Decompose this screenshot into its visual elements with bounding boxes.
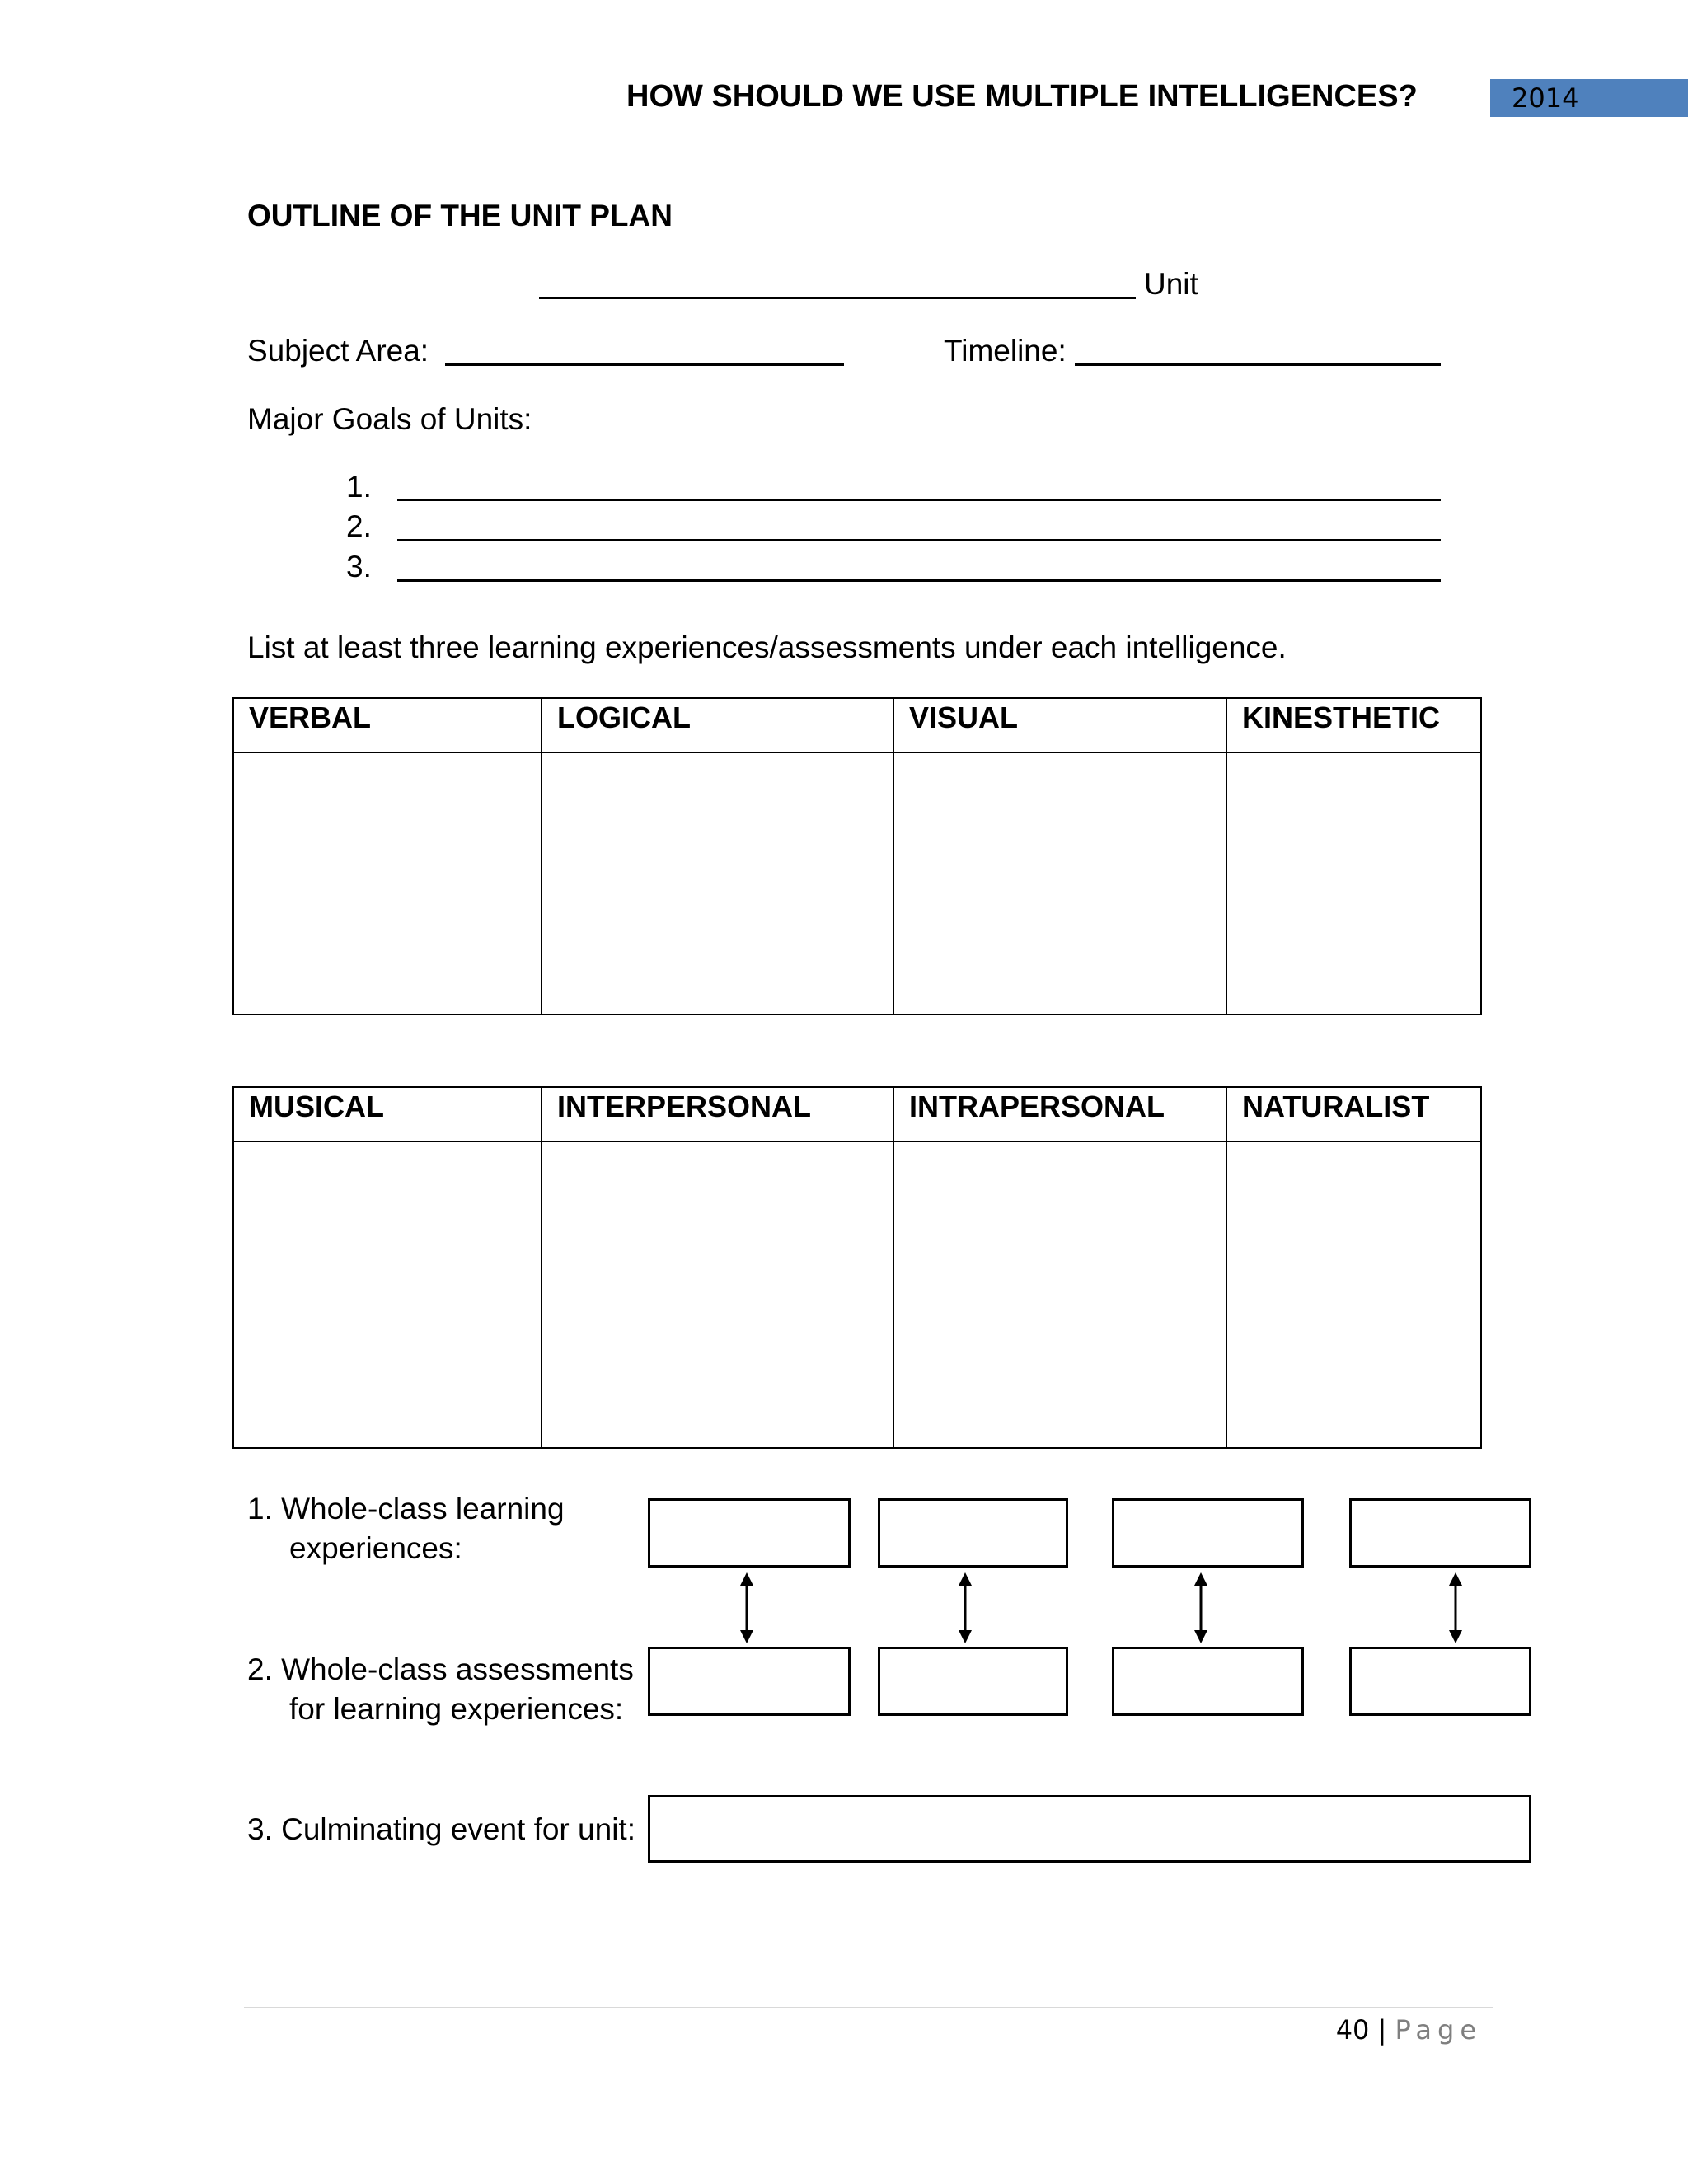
page-number bbox=[1336, 2014, 1482, 2046]
header-logical: LOGICAL bbox=[542, 698, 893, 752]
header-intrapersonal: INTRAPERSONAL bbox=[893, 1087, 1226, 1141]
major-goals-label: Major Goals of Units: bbox=[247, 402, 532, 436]
double-arrow-icon bbox=[1445, 1571, 1466, 1645]
footer-divider bbox=[244, 2007, 1493, 2008]
header-musical: MUSICAL bbox=[233, 1087, 542, 1141]
assessment-box-2[interactable] bbox=[878, 1647, 1068, 1716]
intelligences-table-1 bbox=[232, 697, 1482, 1015]
whole-class-experiences-label-line2: experiences: bbox=[289, 1531, 462, 1565]
goal-2-blank[interactable] bbox=[397, 539, 1441, 541]
cell-visual[interactable] bbox=[893, 752, 1226, 1015]
cell-verbal[interactable] bbox=[233, 752, 542, 1015]
unit-name-blank[interactable] bbox=[539, 297, 1136, 299]
cell-logical[interactable] bbox=[542, 752, 893, 1015]
goal-1-blank[interactable] bbox=[397, 499, 1441, 501]
instruction-text: List at least three learning experiences/assessments under each intelligence. bbox=[247, 630, 1287, 664]
assessment-box-3[interactable] bbox=[1112, 1647, 1304, 1716]
goal-number-2: 2. bbox=[346, 509, 372, 543]
goal-number-3: 3. bbox=[346, 550, 372, 583]
document-header-title: HOW SHOULD WE USE MULTIPLE INTELLIGENCES? bbox=[626, 79, 1418, 114]
subject-area-blank[interactable] bbox=[445, 363, 844, 366]
goal-3-blank[interactable] bbox=[397, 579, 1441, 582]
cell-naturalist[interactable] bbox=[1226, 1141, 1481, 1448]
double-arrow-icon bbox=[1190, 1571, 1212, 1645]
experience-box-4[interactable] bbox=[1349, 1498, 1531, 1568]
timeline-blank[interactable] bbox=[1075, 363, 1441, 366]
intelligences-table-2 bbox=[232, 1086, 1482, 1449]
subject-area-label: Subject Area: bbox=[247, 334, 429, 368]
goal-number-1: 1. bbox=[346, 470, 372, 504]
double-arrow-icon bbox=[736, 1571, 757, 1645]
culminating-event-label: 3. Culminating event for unit: bbox=[247, 1812, 635, 1846]
header-naturalist: NATURALIST bbox=[1226, 1087, 1481, 1141]
culminating-event-box[interactable] bbox=[648, 1795, 1531, 1863]
whole-class-assessments-label-line2: for learning experiences: bbox=[289, 1692, 624, 1726]
page-word: Page bbox=[1395, 2014, 1482, 2046]
header-kinesthetic: KINESTHETIC bbox=[1226, 698, 1481, 752]
experience-box-3[interactable] bbox=[1112, 1498, 1304, 1568]
page-separator: | bbox=[1377, 2014, 1387, 2046]
experience-box-1[interactable] bbox=[648, 1498, 851, 1568]
cell-kinesthetic[interactable] bbox=[1226, 752, 1481, 1015]
cell-musical[interactable] bbox=[233, 1141, 542, 1448]
whole-class-assessments-label-line1: 2. Whole-class assessments bbox=[247, 1652, 634, 1686]
assessment-box-1[interactable] bbox=[648, 1647, 851, 1716]
timeline-label: Timeline: bbox=[944, 334, 1067, 368]
header-verbal: VERBAL bbox=[233, 698, 542, 752]
experience-box-2[interactable] bbox=[878, 1498, 1068, 1568]
assessment-box-4[interactable] bbox=[1349, 1647, 1531, 1716]
double-arrow-icon bbox=[954, 1571, 976, 1645]
section-title: OUTLINE OF THE UNIT PLAN bbox=[247, 199, 673, 232]
header-interpersonal: INTERPERSONAL bbox=[542, 1087, 893, 1141]
whole-class-experiences-label-line1: 1. Whole-class learning bbox=[247, 1492, 565, 1526]
header-visual: VISUAL bbox=[893, 698, 1226, 752]
page-number-value: 40 bbox=[1335, 2014, 1370, 2046]
cell-intrapersonal[interactable] bbox=[893, 1141, 1226, 1448]
year-badge: 2014 bbox=[1490, 79, 1688, 117]
cell-interpersonal[interactable] bbox=[542, 1141, 893, 1448]
unit-label: Unit bbox=[1144, 267, 1198, 301]
